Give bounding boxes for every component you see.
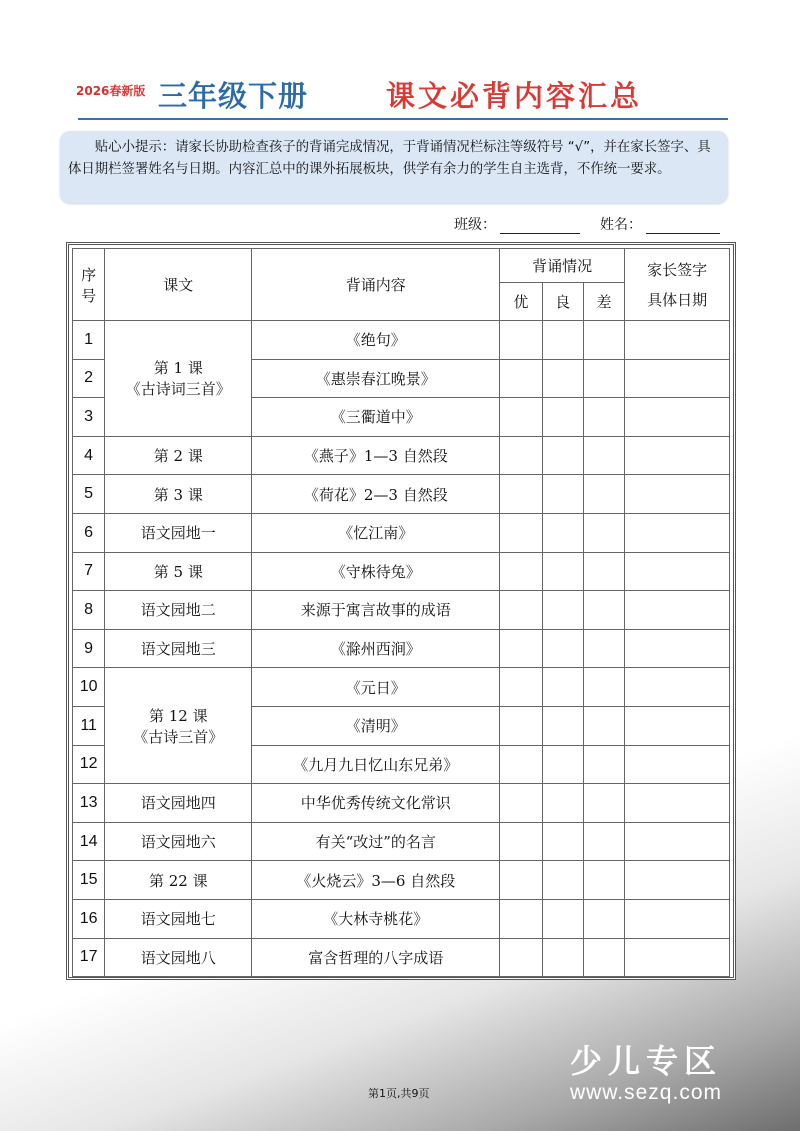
- cell-sign[interactable]: [625, 822, 730, 861]
- tip-box: [60, 131, 728, 203]
- table-row: [73, 822, 730, 861]
- lesson-line2: 《古诗词三首》: [125, 380, 231, 399]
- cell-excellent[interactable]: [500, 706, 542, 745]
- cell-sign[interactable]: [625, 745, 730, 784]
- cell-good[interactable]: [542, 745, 583, 784]
- cell-excellent[interactable]: [500, 668, 542, 707]
- lesson-line1: 第 1 课: [153, 359, 203, 378]
- row-no: 14: [73, 822, 105, 861]
- cell-sign[interactable]: [625, 706, 730, 745]
- lesson-line2: 《古诗三首》: [133, 727, 224, 746]
- header-divider: [78, 118, 728, 120]
- row-content: 《九月九日忆山东兄弟》: [252, 745, 500, 784]
- cell-sign[interactable]: [625, 938, 730, 977]
- cell-poor[interactable]: [583, 784, 624, 823]
- cell-poor[interactable]: [583, 398, 624, 437]
- row-lesson: 第 2 课: [105, 436, 252, 475]
- row-lesson: 第 3 课: [105, 475, 252, 514]
- row-lesson: 语文园地三: [105, 629, 252, 668]
- row-no: 2: [73, 359, 105, 398]
- cell-good[interactable]: [542, 591, 583, 630]
- cell-poor[interactable]: [583, 938, 624, 977]
- page-title: 课文必背内容汇总: [386, 79, 643, 113]
- row-lesson: [105, 321, 252, 437]
- cell-good[interactable]: [542, 822, 583, 861]
- cell-excellent[interactable]: [500, 784, 542, 823]
- cell-poor[interactable]: [583, 745, 624, 784]
- recitation-table-frame: [66, 242, 736, 980]
- row-content: 来源于寓言故事的成语: [252, 591, 500, 630]
- cell-poor[interactable]: [583, 629, 624, 668]
- cell-excellent[interactable]: [500, 591, 542, 630]
- cell-poor[interactable]: [583, 899, 624, 938]
- table-row: [73, 668, 730, 707]
- header-good: 良: [542, 283, 583, 321]
- cell-excellent[interactable]: [500, 629, 542, 668]
- cell-poor[interactable]: [583, 436, 624, 475]
- name-blank[interactable]: [646, 219, 720, 234]
- recitation-table: [72, 248, 730, 977]
- page-header: [70, 74, 730, 120]
- cell-good[interactable]: [542, 668, 583, 707]
- header-no-top: 序: [81, 265, 97, 284]
- cell-poor[interactable]: [583, 513, 624, 552]
- row-lesson: 语文园地八: [105, 938, 252, 977]
- header-sign: [625, 249, 730, 321]
- class-field[interactable]: [454, 214, 580, 234]
- row-content: 中华优秀传统文化常识: [252, 784, 500, 823]
- row-lesson: 语文园地二: [105, 591, 252, 630]
- tip-text: 贴心小提示：请家长协助检查孩子的背诵完成情况，于背诵情况栏标注等级符号 “√”，并在家长签字、具体日期栏签署姓名与日期。内容汇总中的课外拓展板块，供学有余力的学生自主选背，不作统一要求。: [68, 140, 711, 177]
- cell-excellent[interactable]: [500, 822, 542, 861]
- cell-sign[interactable]: [625, 899, 730, 938]
- cell-sign[interactable]: [625, 321, 730, 360]
- cell-sign[interactable]: [625, 668, 730, 707]
- cell-good[interactable]: [542, 706, 583, 745]
- cell-sign[interactable]: [625, 591, 730, 630]
- row-content: 《荷花》2—3 自然段: [252, 475, 500, 514]
- cell-excellent[interactable]: [500, 359, 542, 398]
- table-row: [73, 475, 730, 514]
- row-lesson: 第 5 课: [105, 552, 252, 591]
- cell-sign[interactable]: [625, 436, 730, 475]
- table-row: [73, 861, 730, 900]
- row-no: 4: [73, 436, 105, 475]
- name-label: 姓名：: [600, 217, 642, 233]
- row-content: 有关“改过”的名言: [252, 822, 500, 861]
- cell-good[interactable]: [542, 552, 583, 591]
- watermark-logo: 少儿专区: [569, 1042, 722, 1080]
- row-lesson: 第 22 课: [105, 861, 252, 900]
- row-no: 3: [73, 398, 105, 437]
- row-content: 《三衢道中》: [252, 398, 500, 437]
- header-no: [73, 249, 105, 321]
- cell-excellent[interactable]: [500, 745, 542, 784]
- cell-excellent[interactable]: [500, 899, 542, 938]
- cell-good[interactable]: [542, 436, 583, 475]
- class-label: 班级：: [454, 217, 496, 233]
- row-no: 1: [73, 321, 105, 360]
- grade-title: 三年级下册: [158, 79, 309, 113]
- row-no: 17: [73, 938, 105, 977]
- header-excellent: 优: [500, 283, 542, 321]
- cell-poor[interactable]: [583, 706, 624, 745]
- cell-good[interactable]: [542, 321, 583, 360]
- cell-good[interactable]: [542, 938, 583, 977]
- row-no: 10: [73, 668, 105, 707]
- row-no: 8: [73, 591, 105, 630]
- header-content: 背诵内容: [252, 249, 500, 321]
- row-lesson: 语文园地七: [105, 899, 252, 938]
- cell-good[interactable]: [542, 513, 583, 552]
- row-content: 《惠崇春江晚景》: [252, 359, 500, 398]
- cell-poor[interactable]: [583, 591, 624, 630]
- row-no: 7: [73, 552, 105, 591]
- row-content: 《燕子》1—3 自然段: [252, 436, 500, 475]
- cell-excellent[interactable]: [500, 861, 542, 900]
- name-field[interactable]: [600, 214, 720, 234]
- cell-excellent[interactable]: [500, 321, 542, 360]
- table-row: [73, 552, 730, 591]
- cell-sign[interactable]: [625, 513, 730, 552]
- row-content: 富含哲理的八字成语: [252, 938, 500, 977]
- table-row: [73, 784, 730, 823]
- row-no: 5: [73, 475, 105, 514]
- cell-sign[interactable]: [625, 552, 730, 591]
- row-content: 《大林寺桃花》: [252, 899, 500, 938]
- cell-good[interactable]: [542, 359, 583, 398]
- cell-poor[interactable]: [583, 668, 624, 707]
- row-no: 15: [73, 861, 105, 900]
- cell-poor[interactable]: [583, 359, 624, 398]
- header-sign-top: 家长签字: [647, 260, 708, 279]
- row-content: 《滁州西涧》: [252, 629, 500, 668]
- row-content: 《元日》: [252, 668, 500, 707]
- cell-good[interactable]: [542, 475, 583, 514]
- cell-excellent[interactable]: [500, 436, 542, 475]
- cell-sign[interactable]: [625, 398, 730, 437]
- cell-excellent[interactable]: [500, 938, 542, 977]
- row-lesson: 语文园地一: [105, 513, 252, 552]
- cell-poor[interactable]: [583, 822, 624, 861]
- lesson-line1: 第 12 课: [148, 706, 208, 725]
- cell-good[interactable]: [542, 784, 583, 823]
- header-lesson: 课文: [105, 249, 252, 321]
- class-blank[interactable]: [500, 219, 580, 234]
- page-indicator: 第1页,共9页: [368, 1087, 430, 1100]
- watermark-url: www.sezq.com: [569, 1081, 722, 1104]
- cell-sign[interactable]: [625, 475, 730, 514]
- cell-poor[interactable]: [583, 321, 624, 360]
- cell-sign[interactable]: [625, 784, 730, 823]
- row-content: 《忆江南》: [252, 513, 500, 552]
- table-row: [73, 591, 730, 630]
- cell-poor[interactable]: [583, 475, 624, 514]
- header-poor: 差: [583, 283, 624, 321]
- row-no: 11: [73, 706, 105, 745]
- table-row: [73, 899, 730, 938]
- cell-good[interactable]: [542, 899, 583, 938]
- row-no: 9: [73, 629, 105, 668]
- row-content: 《守株待兔》: [252, 552, 500, 591]
- cell-sign[interactable]: [625, 359, 730, 398]
- cell-excellent[interactable]: [500, 552, 542, 591]
- cell-excellent[interactable]: [500, 475, 542, 514]
- cell-sign[interactable]: [625, 861, 730, 900]
- cell-good[interactable]: [542, 861, 583, 900]
- cell-excellent[interactable]: [500, 398, 542, 437]
- table-row: [73, 436, 730, 475]
- row-lesson: 语文园地四: [105, 784, 252, 823]
- row-no: 13: [73, 784, 105, 823]
- cell-excellent[interactable]: [500, 513, 542, 552]
- cell-good[interactable]: [542, 629, 583, 668]
- row-no: 12: [73, 745, 105, 784]
- table-row: [73, 629, 730, 668]
- row-content: 《绝句》: [252, 321, 500, 360]
- table-row: [73, 321, 730, 360]
- row-lesson: 语文园地六: [105, 822, 252, 861]
- row-content: 《火烧云》3—6 自然段: [252, 861, 500, 900]
- edition-label: 2026春新版: [76, 84, 146, 98]
- cell-sign[interactable]: [625, 629, 730, 668]
- header-status: 背诵情况: [500, 249, 625, 283]
- cell-poor[interactable]: [583, 861, 624, 900]
- row-lesson: [105, 668, 252, 784]
- table-row: [73, 513, 730, 552]
- row-no: 16: [73, 899, 105, 938]
- row-no: 6: [73, 513, 105, 552]
- cell-good[interactable]: [542, 398, 583, 437]
- header-sign-bottom: 具体日期: [647, 290, 708, 309]
- table-row: [73, 938, 730, 977]
- cell-poor[interactable]: [583, 552, 624, 591]
- row-content: 《清明》: [252, 706, 500, 745]
- header-no-bottom: 号: [81, 286, 97, 305]
